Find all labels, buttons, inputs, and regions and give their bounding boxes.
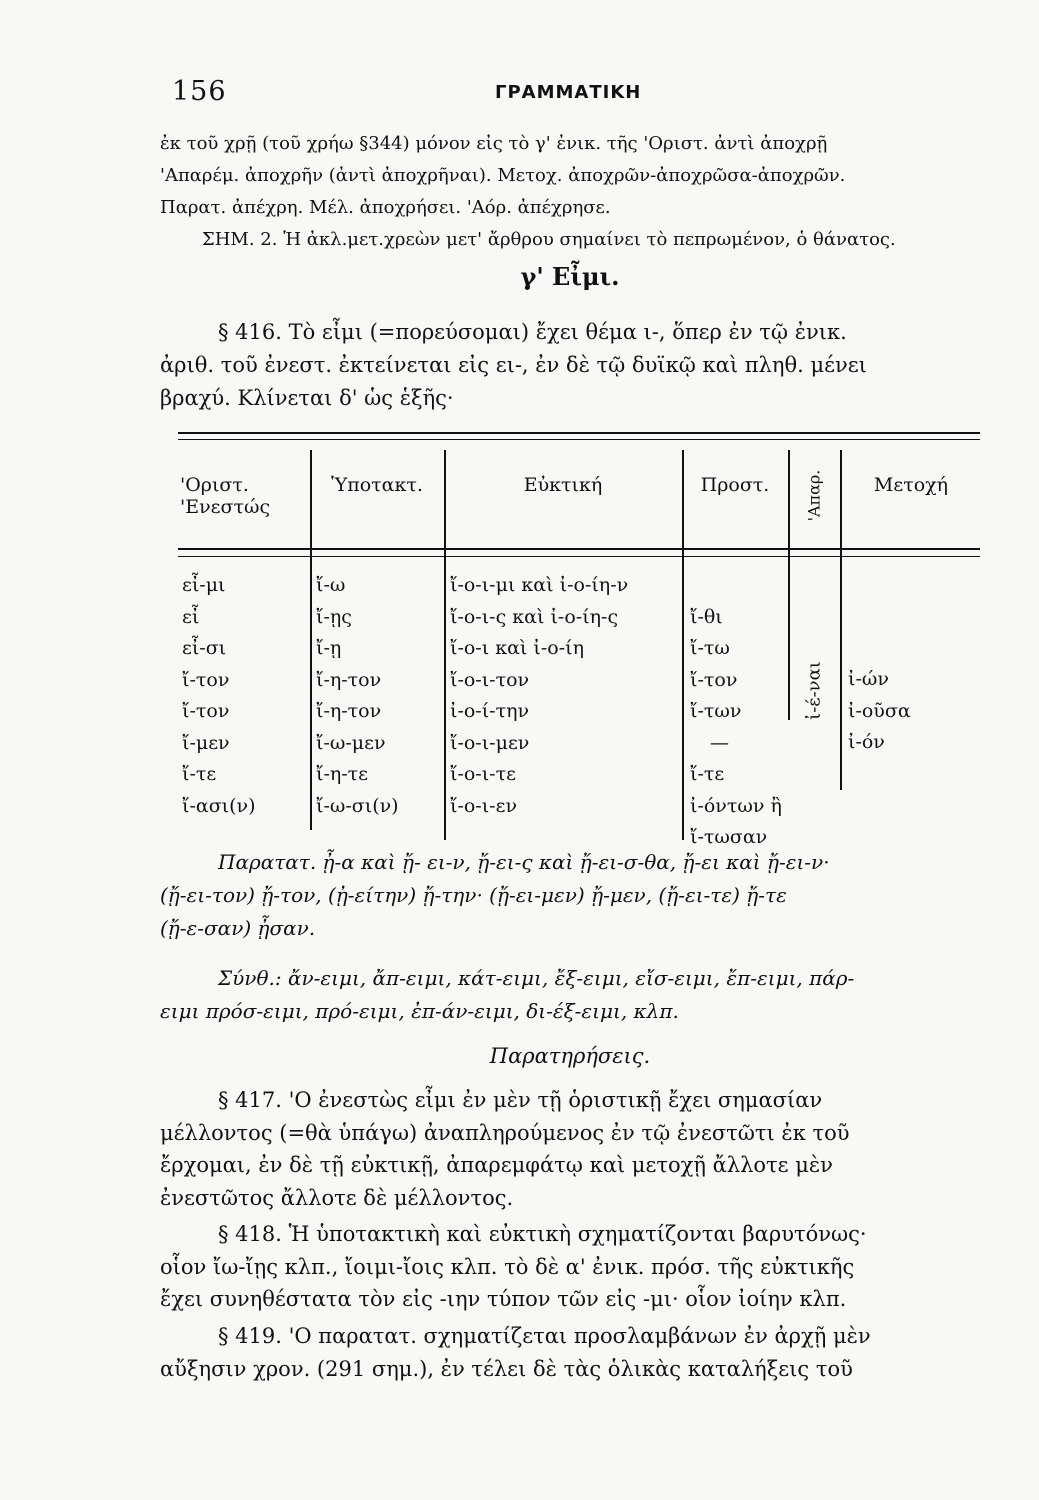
header-indicative-line1: 'Οριστ. — [180, 474, 249, 496]
table-top-rule-thin — [178, 439, 980, 440]
form-cell: ἴ-τωσαν — [690, 826, 768, 848]
form-cell: ἴ-ο-ι-τον — [450, 668, 530, 691]
observations-title: Παρατηρήσεις. — [489, 1044, 651, 1068]
para-line: § 418. Ἡ ὑποτακτικὴ καὶ εὐκτικὴ σχηματίζονται βαρυτόνως· — [218, 1222, 867, 1246]
paragraph-419 — [160, 1320, 980, 1385]
column-participle — [848, 664, 911, 759]
form-cell: ἴ-η-τον — [316, 668, 382, 691]
form-cell: ἴ-η-τον — [316, 700, 382, 722]
header-infinitive: 'Απαρ. — [804, 469, 824, 522]
para-line: ἐνεστῶτος ἄλλοτε δὲ μέλλοντος. — [160, 1185, 514, 1210]
form-cell: ἴ-ῃς — [316, 605, 352, 628]
form-cell: ἴ-τον — [690, 668, 738, 691]
form-cell: ἴ-ῃ — [316, 637, 342, 659]
form-cell: ἰ-ο-ί-την — [450, 700, 530, 722]
header-indicative — [180, 474, 305, 518]
column-indicative — [182, 570, 256, 822]
para-line: μέλλοντος (=θὰ ὑπάγω) ἀναπληρούμενος ἐν τῷ ἐνεστῶτι ἐκ τοῦ — [160, 1120, 850, 1145]
running-title: ΓΡΑΜΜΑΤΙΚΗ — [495, 82, 642, 103]
compounds-line: ειμι πρόσ-ειμι, πρό-ειμι, ἐπ-άν-ειμι, δι-έξ-ειμι, κλπ. — [160, 999, 679, 1023]
paragraph-417 — [160, 1084, 980, 1214]
form-cell: ἴ-ο-ι-ς καὶ ἰ-ο-ίη-ς — [450, 605, 619, 628]
intro-line: 'Απαρέμ. ἀποχρῆν (ἀντὶ ἀποχρῆναι). Μετοχ. ἀποχρῶν-ἀποχρῶσα-ἀποχρῶν. — [160, 165, 846, 186]
table-top-rule — [178, 432, 980, 434]
form-cell: ἴ-ασι(ν) — [182, 794, 256, 817]
form-cell: ἴ-τον — [182, 700, 230, 722]
form-cell: ἴ-των — [690, 700, 742, 722]
form-cell: ἴ-ο-ι-τε — [450, 763, 516, 785]
form-cell: ἴ-τον — [182, 668, 230, 691]
paragraph-416 — [160, 316, 980, 415]
form-cell: — — [710, 731, 729, 754]
header-subjunctive: Ὑποτακτ. — [331, 474, 423, 496]
imperfect-forms — [160, 846, 980, 945]
form-cell: ἴ-τω — [690, 637, 730, 659]
form-cell: ἴ-τε — [690, 763, 725, 785]
form-cell: εἶ-σι — [182, 637, 227, 659]
compounds — [160, 962, 980, 1028]
para-line: ἔχει συνηθέστατα τὸν εἰς -ιην τύπον τῶν εἰς -μι· οἷον ἰοίην κλπ. — [160, 1287, 847, 1311]
form-cell: εἶ-μι — [182, 574, 226, 596]
header-participle: Μετοχή — [873, 474, 949, 496]
imperfect-line: (ᾔ-ε-σαν) ᾖσαν. — [160, 916, 316, 940]
form-cell: ἴ-ο-ι καὶ ἰ-ο-ίη — [450, 637, 584, 659]
paragraph-418 — [160, 1218, 980, 1316]
section-title: γ' Εἶμι. — [520, 262, 620, 291]
para-line: ἀριθ. τοῦ ἐνεστ. ἐκτείνεται εἰς ει-, ἐν δὲ τῷ δυϊκῷ καὶ πληθ. μένει — [160, 353, 867, 377]
intro-line: Παρατ. ἀπέχρη. Μέλ. ἀποχρήσει. 'Αόρ. ἀπέχρησε. — [160, 197, 611, 218]
para-line: § 417. 'Ο ἐνεστὼς εἶμι ἐν μὲν τῇ ὁριστικῇ ἔχει σημασίαν — [218, 1088, 823, 1112]
page-number: 156 — [172, 76, 227, 107]
note-line: ΣΗΜ. 2. Ἡ ἀκλ.μετ.χρεὼν μετ' ἄρθρου σημαίνει τὸ πεπρωμένον, ὁ θάνατος. — [202, 229, 896, 250]
form-cell: ἴ-τε — [182, 763, 217, 785]
header-bottom-rule-thin — [178, 556, 980, 557]
form-cell: ἰ-ών — [848, 668, 889, 690]
para-line: § 416. Τὸ εἶμι (=πορεύσομαι) ἔχει θέμα ι-, ὅπερ ἐν τῷ ἐνικ. — [218, 320, 847, 344]
para-line: αὔξησιν χρον. (291 σημ.), ἐν τέλει δὲ τὰς ὁλικὰς καταλήξεις τοῦ — [160, 1356, 853, 1381]
form-cell: ἴ-ο-ι-μι καὶ ἰ-ο-ίη-ν — [450, 574, 629, 596]
column-imperative — [690, 570, 782, 854]
form-cell: ἴ-ω-μεν — [316, 731, 386, 754]
intro-line: ἐκ τοῦ χρῇ (τοῦ χρήω §344) μόνον εἰς τὸ γ' ἐνικ. τῆς 'Οριστ. ἀντὶ ἀποχρῇ — [160, 133, 828, 154]
column-divider — [444, 450, 446, 840]
form-cell: ἴ-ο-ι-εν — [450, 794, 517, 817]
form-cell: ἴ-ω-σι(ν) — [316, 794, 399, 817]
para-line: βραχύ. Κλίνεται δ' ὡς ἑξῆς· — [160, 386, 454, 410]
imperfect-line: Παρατατ. ᾖ-α καὶ ᾔ- ει-ν, ᾔ-ει-ς καὶ ᾔ-ει-σ-θα, ᾔ-ει καὶ ᾔ-ει-ν· — [218, 850, 830, 874]
form-cell: ἴ-ο-ι-μεν — [450, 731, 530, 754]
column-divider — [788, 450, 790, 720]
form-cell: ἴ-θι — [690, 605, 723, 628]
form-cell: ἰ-όντων ἢ — [690, 794, 782, 817]
para-line: § 419. 'Ο παρατατ. σχηματίζεται προσλαμβάνων ἐν ἀρχῇ μὲν — [218, 1324, 871, 1348]
header-bottom-rule — [178, 548, 980, 550]
column-divider — [840, 450, 842, 790]
header-optative: Εὐκτική — [523, 474, 603, 496]
header-indicative-line2: 'Ενεστώς — [180, 496, 271, 518]
compounds-line: Σύνθ.: ἄν-ειμι, ἄπ-ειμι, κάτ-ειμι, ἔξ-ειμι, εἴσ-ειμι, ἔπ-ειμι, πάρ- — [218, 966, 855, 990]
column-divider — [310, 450, 312, 830]
form-cell: ἴ-ω — [316, 574, 346, 596]
column-divider — [682, 450, 684, 840]
column-optative — [450, 570, 628, 822]
header-imperative: Προστ. — [700, 474, 770, 496]
form-cell: ἴ-μεν — [182, 731, 230, 754]
form-cell — [690, 570, 782, 602]
infinitive-form: ἰ-έ-ναι — [803, 661, 825, 720]
form-cell: εἶ — [182, 605, 200, 628]
page-header — [150, 62, 980, 112]
form-cell: ἰ-όν — [848, 731, 885, 753]
form-cell: ἴ-η-τε — [316, 763, 369, 785]
column-subjunctive — [316, 570, 399, 822]
conjugation-table — [160, 430, 980, 848]
intro-text — [160, 128, 980, 256]
para-line: ἔρχομαι, ἐν δὲ τῇ εὐκτικῇ, ἀπαρεμφάτῳ καὶ μετοχῇ ἄλλοτε μὲν — [160, 1153, 833, 1177]
para-line: οἷον ἴω-ἴῃς κλπ., ἴοιμι-ἴοις κλπ. τὸ δὲ α' ἐνικ. πρόσ. τῆς εὐκτικῆς — [160, 1254, 855, 1279]
form-cell: ἰ-οῦσα — [848, 699, 911, 722]
imperfect-line: (ᾔ-ει-τον) ᾔ-τον, (ᾐ-είτην) ᾔ-την· (ᾔ-ει-μεν) ᾔ-μεν, (ᾔ-ει-τε) ᾔ-τε — [160, 883, 787, 907]
